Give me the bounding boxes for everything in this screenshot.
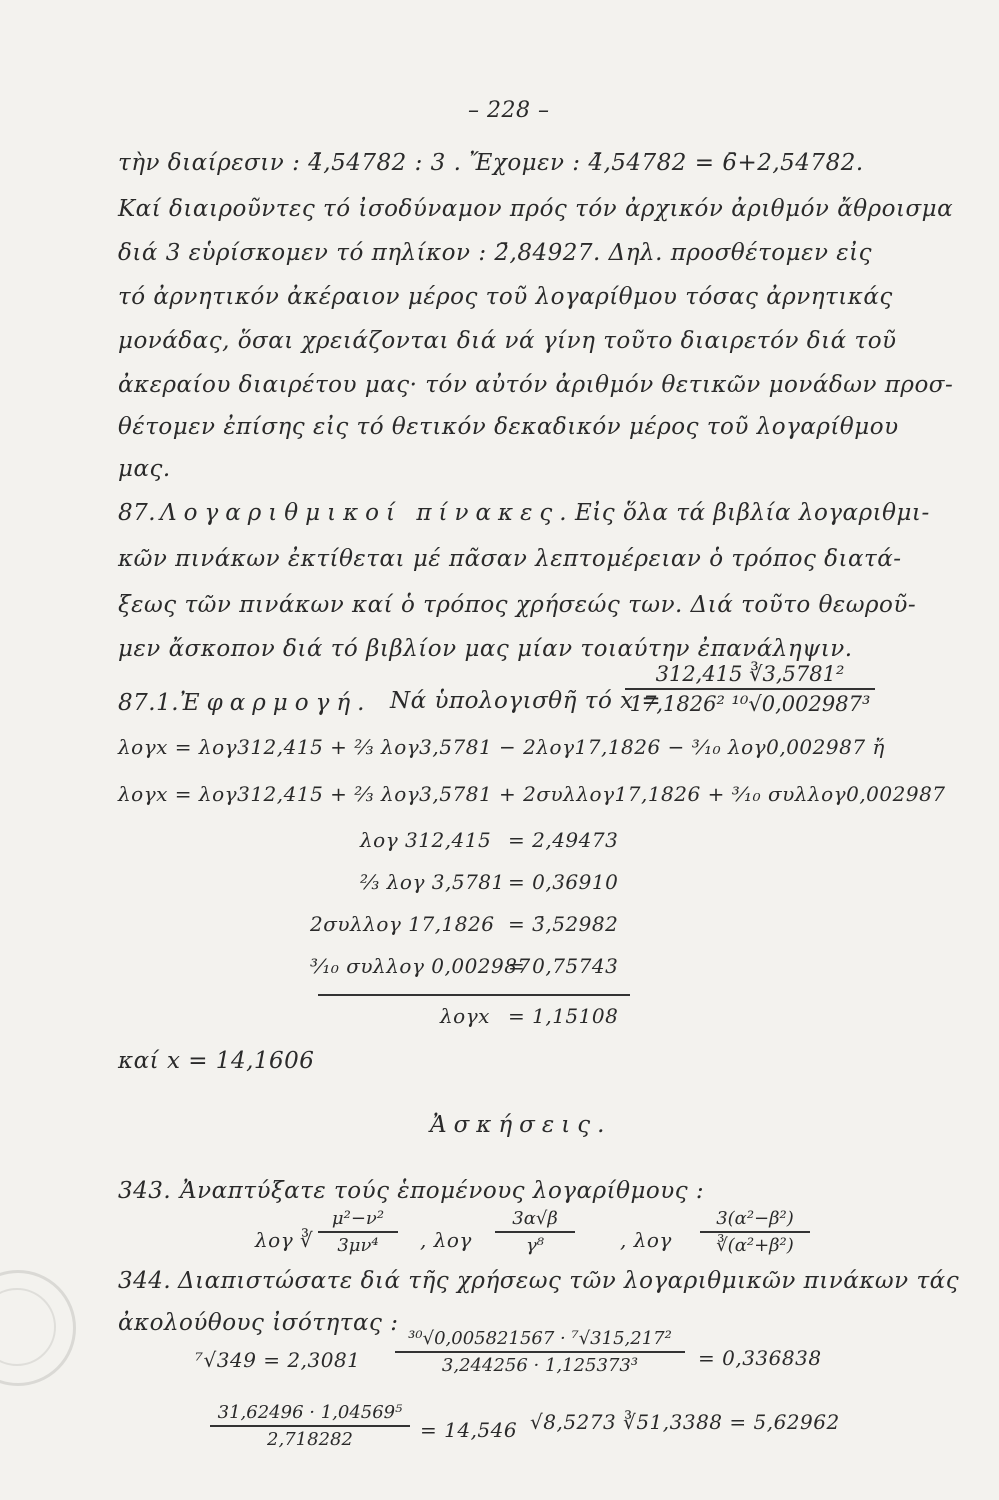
- ex343-c-prefix: , λογ: [620, 1228, 672, 1252]
- identity-1: ⁷√349 = 2,3081: [195, 1348, 361, 1372]
- equation-2: λογx = λογ312,415 + ⅔ λογ3,5781 + 2συλλογ17,1826 + ³⁄₁₀ συλλογ0,002987: [118, 782, 946, 806]
- ex343-a-fraction: [318, 1208, 398, 1256]
- ex343-b-num: 3α√β: [495, 1208, 575, 1233]
- calc-label-4: ³⁄₁₀ συλλογ 0,002987: [310, 954, 531, 978]
- identity-2-den: 3,244256 · 1,125373³: [441, 1355, 639, 1376]
- text-line-2: Καί διαιροῦντες τό ἰσοδύναμον πρός τόν ἀρχικόν ἀριθμόν ἄθροισμα: [118, 196, 954, 222]
- ex343-c-num: 3(α²−β²): [700, 1208, 810, 1233]
- section-87-line-4: μεν ἄσκοπον διά τό βιβλίον μας μίαν τοιαύτην ἐπανάληψιν.: [118, 636, 853, 662]
- ex343-b-den: γ⁸: [526, 1235, 544, 1256]
- ex343-a-den: 3μν⁴: [337, 1235, 379, 1256]
- fraction-numerator: 312,415 ∛3,5781²: [625, 662, 875, 690]
- section-87-line-1: Εἰς ὅλα τά βιβλία λογαριθμι-: [575, 500, 930, 526]
- identity-3-num: 31,62496 · 1,04569⁵: [210, 1402, 410, 1427]
- identity-2-value: = 0,336838: [698, 1346, 822, 1370]
- identity-3-value: = 14,546: [420, 1418, 518, 1442]
- application-fraction: [625, 662, 875, 716]
- text-line-7: θέτομεν ἐπίσης εἰς τό θετικόν δεκαδικόν μέρος τοῦ λογαρίθμου: [118, 414, 899, 440]
- section-87-line-3: ξεως τῶν πινάκων καί ὁ τρόπος χρήσεώς των. Διά τοῦτο θεωροῦ-: [118, 592, 917, 618]
- fraction-denominator: 17,1826² ¹⁰√0,002987³: [629, 692, 871, 716]
- application-intro: Νά ὑπολογισθῆ τό x =: [390, 688, 662, 714]
- calc-value-3: = 3̄,52982: [508, 912, 619, 936]
- text-line-3: διά 3 εὑρίσκομεν τό πηλίκον : 2̄,84927. Δηλ. προσθέτομεν εἰς: [118, 240, 872, 266]
- calc-value-4: = 0,75743: [508, 954, 619, 978]
- calc-value-2: = 0,36910: [508, 870, 619, 894]
- calc-label-1: λογ 312,415: [360, 828, 492, 852]
- identity-4: √8,5273 ∛51,3388 = 5,62962: [530, 1410, 840, 1434]
- application-number: 87.1.: [118, 690, 180, 716]
- ex343-a-num: μ²−ν²: [318, 1208, 398, 1233]
- page-number: – 228 –: [468, 98, 550, 123]
- equation-1: λογx = λογ312,415 + ⅔ λογ3,5781 − 2λογ17,1826 − ³⁄₁₀ λογ0,002987 ἤ: [118, 735, 885, 759]
- exercise-344-text-1: Διαπιστώσατε διά τῆς χρήσεως τῶν λογαριθμικῶν πινάκων τάς: [178, 1268, 960, 1294]
- section-87-line-2: κῶν πινάκων ἐκτίθεται μέ πᾶσαν λεπτομέρειαν ὁ τρόπος διατά-: [118, 546, 902, 572]
- final-result: καί x = 14,1606: [118, 1048, 315, 1074]
- exercise-343-text: Ἀναπτύξατε τούς ἑπομένους λογαρίθμους :: [180, 1178, 705, 1204]
- identity-2-num: ³⁰√0,005821567 · ⁷√315,217²: [395, 1328, 685, 1353]
- exercise-343-number: 343.: [118, 1178, 172, 1204]
- section-87-number: 87.: [118, 500, 157, 526]
- text-line-5: μονάδας, ὅσαι χρειάζονται διά νά γίνη τοῦτο διαιρετόν διά τοῦ: [118, 328, 897, 354]
- result-value: = 1,15108: [508, 1004, 619, 1028]
- identity-2-fraction: [395, 1328, 685, 1376]
- text-line-6: ἀκεραίου διαιρέτου μας· τόν αὐτόν ἀριθμόν θετικῶν μονάδων προσ-: [118, 372, 954, 398]
- text-line-4: τό ἀρνητικόν ἀκέραιον μέρος τοῦ λογαρίθμου τόσας ἀρνητικάς: [118, 284, 893, 310]
- calc-sum-rule: [318, 994, 630, 996]
- calc-label-2: ⅔ λογ 3,5781: [360, 870, 505, 894]
- exercise-344-text-2: ἀκολούθους ἰσότητας :: [118, 1310, 399, 1336]
- text-line-1: τὴν διαίρεσιν : 4̄,54782 : 3 . Ἔχομεν : 4̄,54782 = 6̄+2,54782.: [118, 150, 864, 176]
- ex343-b-prefix: , λογ: [420, 1228, 472, 1252]
- exercise-344-number: 344.: [118, 1268, 172, 1294]
- identity-3-den: 2,718282: [267, 1429, 353, 1450]
- ex343-b-fraction: [495, 1208, 575, 1256]
- calc-value-1: = 2,49473: [508, 828, 619, 852]
- identity-3-fraction: [210, 1402, 410, 1450]
- ex343-c-fraction: [700, 1208, 810, 1256]
- calc-label-3: 2συλλογ 17,1826: [310, 912, 495, 936]
- ex343-a-prefix: λογ ∛: [255, 1228, 314, 1252]
- text-line-8: μας.: [118, 456, 171, 482]
- exercises-title: Ἀσκήσεις.: [430, 1112, 612, 1138]
- ex343-c-den: ∛(α²+β²): [716, 1235, 794, 1256]
- section-87-heading: Λογαριθμικοί πίνακες.: [160, 500, 574, 526]
- application-heading: Ἐφαρμογή.: [180, 690, 372, 716]
- result-label: λογx: [440, 1004, 490, 1028]
